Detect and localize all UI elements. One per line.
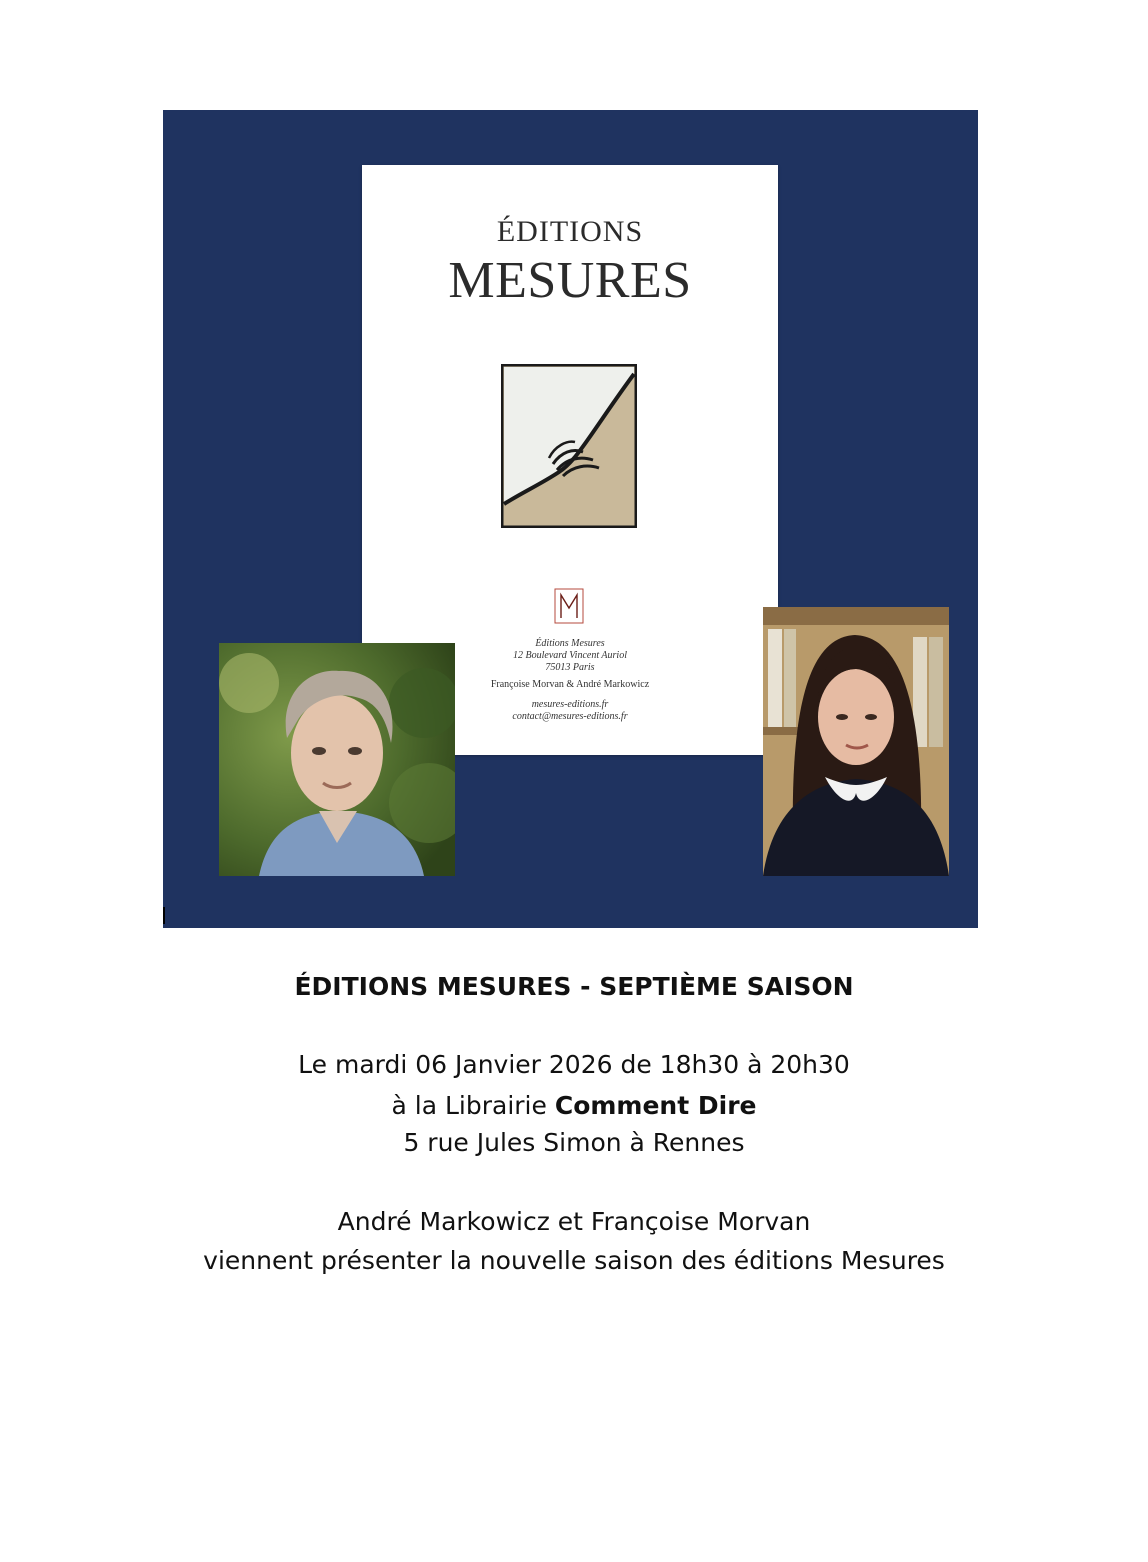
portrait-photo-woman	[763, 607, 949, 876]
cover-pre-title: ÉDITIONS	[496, 215, 644, 248]
cover-website: mesures-editions.fr	[531, 699, 609, 710]
m-monogram-logo-icon	[554, 588, 584, 624]
cover-email: contact@mesures-editions.fr	[512, 711, 628, 722]
event-description-line: viennent présenter la nouvelle saison des éditions Mesures	[203, 1246, 945, 1275]
text-cursor-mark	[163, 907, 165, 924]
event-venue-line	[0, 1091, 1148, 1120]
event-date-line: Le mardi 06 Janvier 2026 de 18h30 à 20h30	[298, 1050, 850, 1079]
torn-paper-artwork-icon	[501, 364, 637, 528]
cover-title: MESURES	[448, 252, 692, 309]
portrait-photo-man	[219, 643, 455, 876]
event-heading: ÉDITIONS MESURES - SEPTIÈME SAISON	[294, 972, 854, 1001]
event-speakers-line: André Markowicz et Françoise Morvan	[337, 1207, 811, 1236]
venue-name: Comment Dire	[554, 1091, 757, 1120]
cover-address-line-3: 75013 Paris	[545, 662, 595, 673]
cover-address-line-1: Éditions Mesures	[535, 638, 605, 649]
venue-prefix: à la Librairie	[391, 1091, 555, 1120]
event-address-line: 5 rue Jules Simon à Rennes	[403, 1128, 745, 1157]
cover-founders: Françoise Morvan & André Markowicz	[490, 679, 650, 690]
cover-address-line-2: 12 Boulevard Vincent Auriol	[513, 650, 627, 661]
